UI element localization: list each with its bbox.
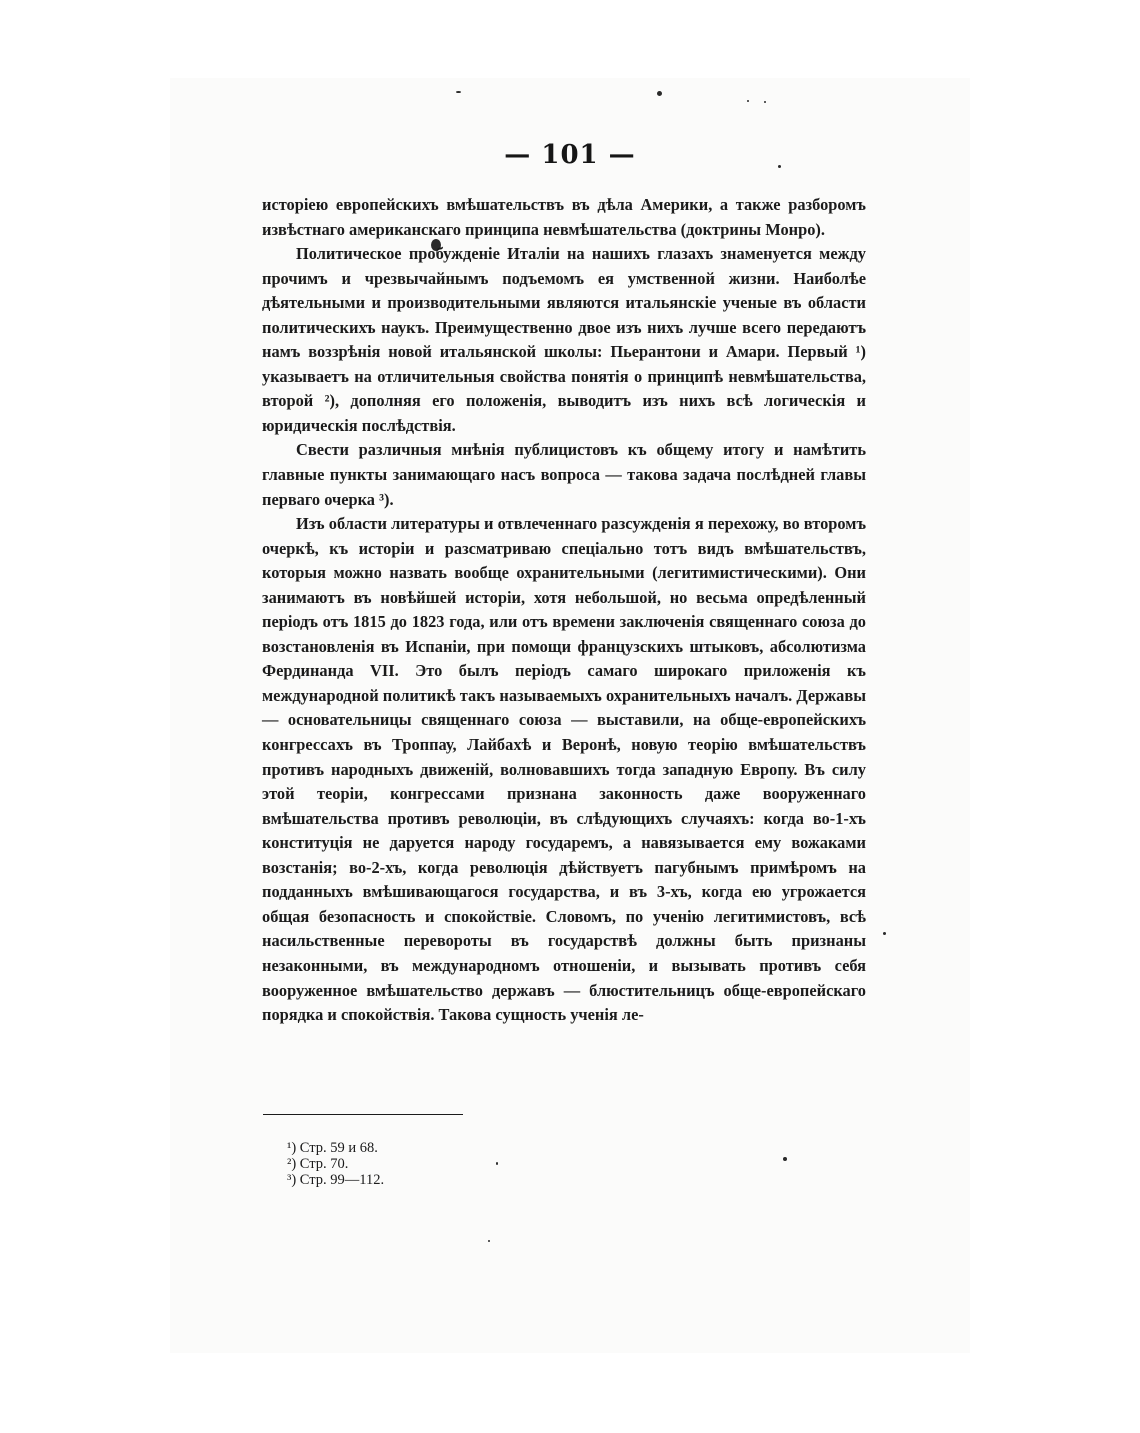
ink-speck [496,1162,498,1165]
ink-speck [747,100,749,102]
paragraph: Политическое пробужденіе Италіи на нашихъ глазахъ знаменуется между прочимъ и чрезвычайнымъ подъемомъ ея умственной жизни. Наиболѣе дѣятельными и производительными являются итальянскіе ученые въ области политическихъ наукъ. Преимущественно двое изъ нихъ лучше всего передаютъ намъ воззрѣнія новой итальянской школы: Пьерантони и Амари. Первый ¹) указываетъ на отличительныя свойства понятія о принципѣ невмѣшательства, второй ²), дополняя его положенія, выводитъ изъ нихъ всѣ логическія и юридическія послѣдствія. [262,244,866,435]
ink-speck [488,1240,490,1242]
footnote: ¹) Стр. 59 и 68. [287,1140,378,1156]
ink-speck [764,101,766,103]
ink-speck [783,1157,787,1161]
paragraph: Изъ области литературы и отвлеченнаго разсужденія я перехожу, во второмъ очеркѣ, къ исторіи и разсматриваю спеціально тотъ видъ вмѣшательствъ, которыя можно назвать вообще охранительными (легитимистическими). Они занимаютъ въ новѣйшей исторіи, хотя небольшой, но весьма опредѣленный періодъ отъ 1815 до 1823 года, или отъ времени заключенія священнаго союза до возстановленія въ Испаніи, при помощи французскихъ штыковъ, абсолютизма Фердинанда VII. Это былъ періодъ самаго широкаго приложенія къ международной политикѣ такъ называемыхъ охранительныхъ началъ. Державы — основательницы священнаго союза — выставили, на обще-европейскихъ конгрессахъ въ Троппау, Лайбахѣ и Веронѣ, новую теорію вмѣшательствъ противъ народныхъ движеній, волновавшихъ тогда западную Европу. Въ силу этой теоріи, конгрессами признана законность даже вооруженнаго вмѣшательства противъ революціи, въ слѣдующихъ случаяхъ: когда во-1-хъ конституція не даруется народу государемъ, а навязывается ему вожаками возстанія; во-2-хъ, когда революція дѣйствуетъ пагубнымъ примѣромъ на подданныхъ вмѣшивающагося государства, и въ 3-хъ, когда ею угрожается общая безопасность и спокойствіе. Словомъ, по ученію легитимистовъ, всѣ насильственные перевороты въ государствѣ должны быть признаны незаконными, въ международномъ отношеніи, и вызывать противъ себя вооруженное вмѣшательство державъ — блюстительницъ обще-европейскаго порядка и спокойствія. Такова сущность ученія ле- [262,514,866,1025]
footnote-divider [263,1114,463,1115]
ink-speck [657,91,662,96]
footnote: ³) Стр. 99—112. [287,1172,385,1188]
ink-speck [456,91,461,93]
ink-speck [883,932,886,935]
paragraph: Свести различныя мнѣнія публицистовъ къ общему итогу и намѣтить главные пункты занимающаго насъ вопроса — такова задача послѣдней главы перваго очерка ³). [262,440,866,509]
paragraph: исторіею европейскихъ вмѣшательствъ въ дѣла Америки, а также разборомъ извѣстнаго американскаго принципа невмѣшательства (доктрины Монро). [262,195,866,239]
footnote: ²) Стр. 70. [287,1156,349,1172]
footnotes [287,1140,384,1188]
page-number: — 101 — [504,140,636,170]
body-text [262,193,866,1028]
